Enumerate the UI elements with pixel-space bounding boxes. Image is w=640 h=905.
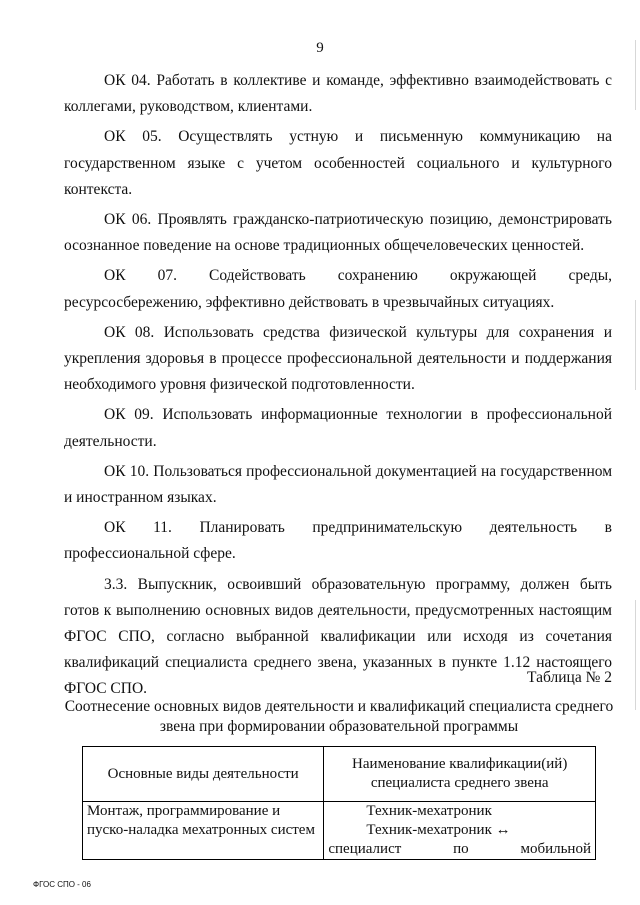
table-caption: Таблица № 2 — [527, 669, 612, 686]
table-title: Соотнесение основных видов деятельности и квалификаций специалиста среднего звена при формировании образовательной программы — [64, 698, 614, 735]
qualification-line: Техник-мехатроник ↔ — [366, 822, 511, 838]
qualification-table — [82, 746, 596, 860]
qualification-line: Техник-мехатроник — [366, 803, 492, 819]
cell-activity: Монтаж, программирование и пуско-наладка мехатронных систем — [83, 802, 324, 860]
qualification-word: специалист — [328, 841, 402, 857]
paragraph-ok10: ОК 10. Пользоваться профессиональной документацией на государственном и иностранном языках. — [64, 462, 612, 507]
paragraph-ok05: ОК 05. Осуществлять устную и письменную коммуникацию на государственном языке с учетом особенностей социального и культурного контекста. — [64, 128, 612, 198]
paragraph-ok07: ОК 07. Содействовать сохранению окружающей среды, ресурсосбережению, эффективно действовать в чрезвычайных ситуациях. — [64, 267, 612, 311]
document-body — [64, 68, 612, 707]
paragraph-ok08: ОК 08. Использовать средства физической культуры для сохранения и укрепления здоровья в процессе профессиональной деятельности и поддержания необходимого уровня физической подготовленности. — [64, 323, 612, 394]
paragraph-3-3: 3.3. Выпускник, освоивший образовательную программу, должен быть готов к выполнению основных видов деятельности, предусмотренных настоящим ФГОС СПО, согласно выбранной квалификации или исходя из сочетания квалификаций специалиста среднего звена, указанных в пункте 1.12 настоящего ФГОС СПО. — [64, 575, 612, 698]
footer-code: ФГОС СПО - 06 — [33, 880, 91, 889]
header-qualification: Наименование квалификации(ий) специалиста среднего звена — [324, 747, 596, 802]
paragraph-ok04: ОК 04. Работать в коллективе и команде, эффективно взаимодействовать с коллегами, руководством, клиентами. — [64, 72, 612, 116]
paragraph-ok11: ОК 11. Планировать предпринимательскую деятельность в профессиональной сфере. — [64, 519, 612, 563]
header-activity: Основные виды деятельности — [83, 747, 324, 802]
paragraph-ok09: ОК 09. Использовать информационные технологии в профессиональной деятельности. — [64, 406, 612, 450]
page-number: 9 — [316, 40, 324, 56]
qualification-word: мобильной — [520, 841, 591, 857]
scan-edge-mark — [635, 40, 636, 110]
scan-edge-mark — [635, 600, 636, 710]
scan-edge-mark — [635, 300, 636, 390]
qualification-word: по — [453, 841, 469, 857]
paragraph-ok06: ОК 06. Проявлять гражданско-патриотическую позицию, демонстрировать осознанное поведение на основе традиционных общечеловеческих ценностей. — [64, 211, 612, 255]
cell-qualification — [324, 802, 596, 860]
table-header-row — [83, 747, 596, 802]
qualification-line — [328, 840, 591, 859]
table-row — [83, 802, 596, 860]
